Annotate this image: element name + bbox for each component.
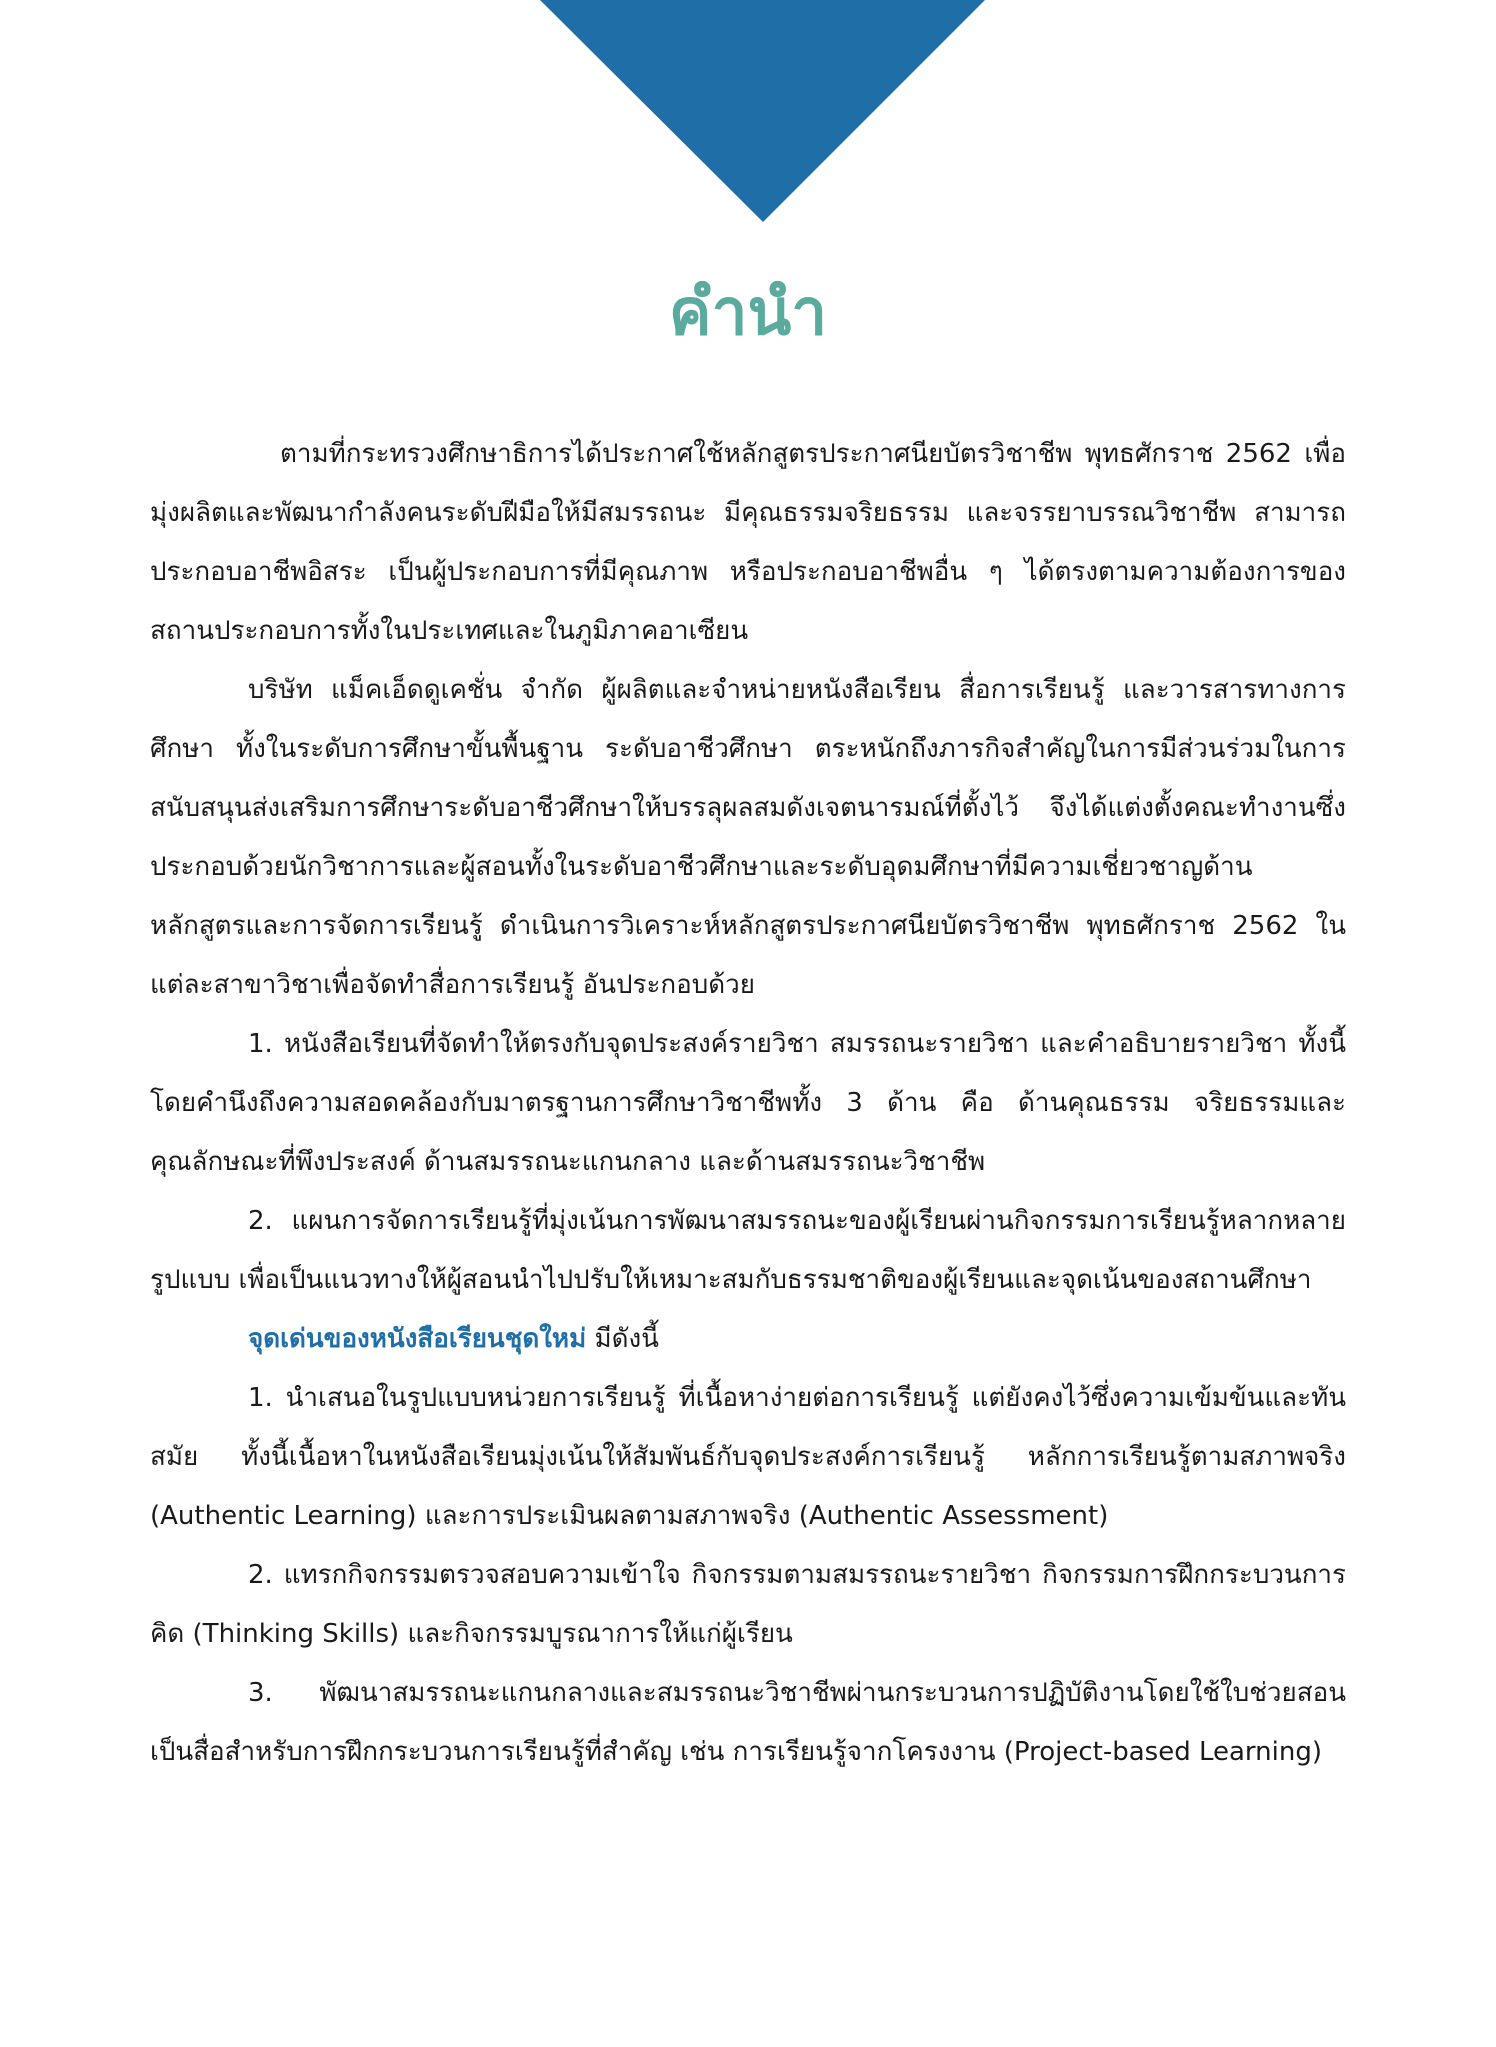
header-triangle-decoration <box>0 0 1496 225</box>
list-item-textbook: 1. หนังสือเรียนที่จัดทำให้ตรงกับจุดประสงค์รายวิชา สมรรถนะรายวิชา และคำอธิบายรายวิชา ทั้งนี้โดยคำนึงถึงความสอดคล้องกับมาตรฐานการศึกษาวิชาชีพทั้ง 3 ด้าน คือ ด้านคุณธรรม จริยธรรมและคุณลักษณะที่พึงประสงค์ ด้านสมรรถนะแกนกลาง และด้านสมรรถนะวิชาชีพ <box>150 1029 1346 1177</box>
paragraph-company: บริษัท แม็คเอ็ดดูเคชั่น จำกัด ผู้ผลิตและจำหน่ายหนังสือเรียน สื่อการเรียนรู้ และวารสารทางการศึกษา ทั้งในระดับการศึกษาขั้นพื้นฐาน ระดับอาชีวศึกษา ตระหนักถึงภารกิจสำคัญในการมีส่วนร่วมในการสนับสนุนส่งเสริมการศึกษาระดับอาชีวศึกษาให้บรรลุผลสมดังเจตนารมณ์ที่ตั้งไว้ จึงได้แต่งตั้งคณะทำงานซึ่งประกอบด้วยนักวิชาการและผู้สอนทั้งในระดับอาชีวศึกษาและระดับอุดมศึกษาที่มีความเชี่ยวชาญด้านหลักสูตรและการจัดการเรียนรู้ ดำเนินการวิเคราะห์หลักสูตรประกาศนียบัตรวิชาชีพ พุทธศักราช 2562 ในแต่ละสาขาวิชาเพื่อจัดทำสื่อการเรียนรู้ อันประกอบด้วย <box>150 675 1346 1000</box>
highlights-heading: จุดเด่นของหนังสือเรียนชุดใหม่ <box>248 1324 587 1354</box>
page-title: คำนำ <box>668 276 828 350</box>
feature-item-1: 1. นำเสนอในรูปแบบหน่วยการเรียนรู้ ที่เนื้อหาง่ายต่อการเรียนรู้ แต่ยังคงไว้ซึ่งความเข้มข้นและทันสมัย ทั้งนี้เนื้อหาในหนังสือเรียนมุ่งเน้นให้สัมพันธ์กับจุดประสงค์การเรียนรู้ หลักการเรียนรู้ตามสภาพจริง (Authentic Learning) และการประเมินผลตามสภาพจริง (Authentic Assessment) <box>150 1383 1346 1531</box>
feature-item-2: 2. แทรกกิจกรรมตรวจสอบความเข้าใจ กิจกรรมตามสมรรถนะรายวิชา กิจกรรมการฝึกกระบวนการคิด (Thinking Skills) และกิจกรรมบูรณาการให้แก่ผู้เรียน <box>150 1560 1346 1649</box>
feature-item-3: 3. พัฒนาสมรรถนะแกนกลางและสมรรถนะวิชาชีพผ่านกระบวนการปฏิบัติงานโดยใช้ใบช่วยสอนเป็นสื่อสำหรับการฝึกกระบวนการเรียนรู้ที่สำคัญ เช่น การเรียนรู้จากโครงงาน (Project-based Learning) <box>150 1678 1346 1767</box>
highlights-heading-line <box>150 1310 1346 1369</box>
preface-content <box>150 425 1346 1782</box>
highlights-heading-suffix: มีดังนี้ <box>586 1324 659 1354</box>
paragraph-intro: ตามที่กระทรวงศึกษาธิการได้ประกาศใช้หลักสูตรประกาศนียบัตรวิชาชีพ พุทธศักราช 2562 เพื่อมุ่งผลิตและพัฒนากำลังคนระดับฝีมือให้มีสมรรถนะ มีคุณธรรมจริยธรรม และจรรยาบรรณวิชาชีพ สามารถประกอบอาชีพอิสระ เป็นผู้ประกอบการที่มีคุณภาพ หรือประกอบอาชีพอื่น ๆ ได้ตรงตามความต้องการของสถานประกอบการทั้งในประเทศและในภูมิภาคอาเซียน <box>150 439 1346 646</box>
list-item-lesson-plan: 2. แผนการจัดการเรียนรู้ที่มุ่งเน้นการพัฒนาสมรรถนะของผู้เรียนผ่านกิจกรรมการเรียนรู้หลากหลายรูปแบบ เพื่อเป็นแนวทางให้ผู้สอนนำไปปรับให้เหมาะสมกับธรรมชาติของผู้เรียนและจุดเน้นของสถานศึกษา <box>150 1206 1346 1295</box>
